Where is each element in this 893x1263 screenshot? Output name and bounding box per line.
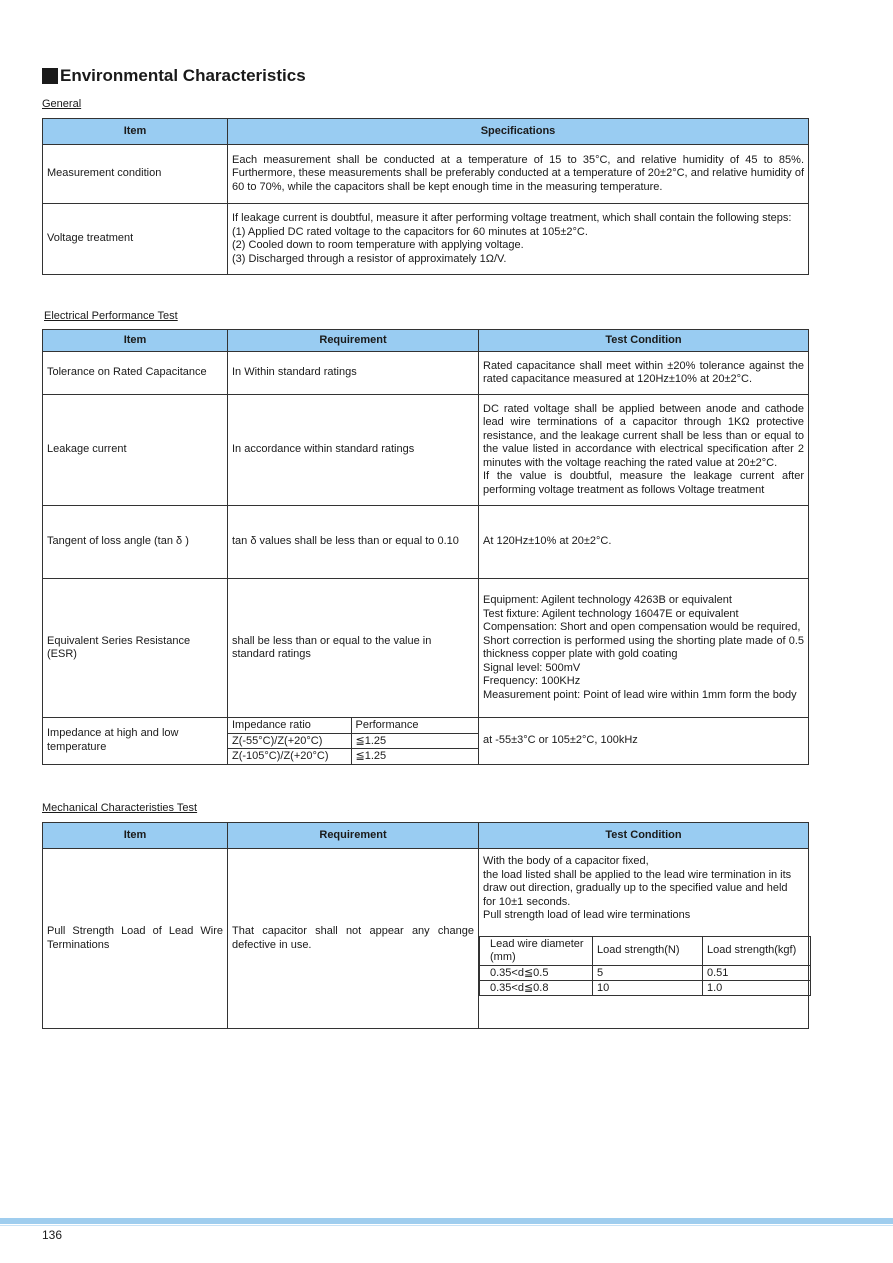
condition-line: Compensation: Short and open compensation would be required,	[483, 621, 801, 633]
condition-line: If the value is doubtful, measure the leakage current after performing voltage treatment as follows Voltage treatment	[483, 470, 804, 496]
impedance-performance: ≦1.25	[351, 733, 478, 749]
condition-line: DC rated voltage shall be applied between anode and cathode lead wire terminations of a capacitor through 1KΩ protective resistance, and the leakage current shall be less than or equal to the value listed in accordance with electrical specification after 2 minutes with the voltage reaching the rated value at 20±2°C.	[483, 402, 804, 469]
impedance-subtable	[228, 718, 478, 764]
table-cell-condition: Rated capacitance shall meet within ±20% tolerance against the rated capacitance measured at 120Hz±10% at 20±2°C.	[479, 352, 809, 395]
table-cell-item: Leakage current	[43, 395, 228, 506]
impedance-header: Impedance ratio	[228, 718, 351, 733]
header-test-condition: Test Condition	[479, 823, 809, 849]
table-cell-condition: At 120Hz±10% at 20±2°C.	[479, 506, 809, 579]
condition-line: With the body of a capacitor fixed,	[483, 855, 649, 867]
table-cell-item: Impedance at high and low temperature	[43, 718, 228, 765]
header-item: Item	[43, 119, 228, 145]
footer-line	[0, 1225, 893, 1226]
condition-line: Measurement point: Point of lead wire within 1mm form the body	[483, 688, 797, 701]
condition-line: Test fixture: Agilent technology 16047E or equivalent	[483, 607, 739, 620]
impedance-header: Performance	[351, 718, 478, 733]
impedance-ratio: Z(-55°C)/Z(+20°C)	[228, 733, 351, 749]
header-test-condition: Test Condition	[479, 330, 809, 352]
table-cell-requirement: That capacitor shall not appear any change defective in use.	[228, 849, 479, 1029]
table-cell-item: Voltage treatment	[43, 204, 228, 275]
table-cell-spec	[228, 204, 809, 275]
pull-strength-table	[479, 936, 811, 996]
condition-line: Signal level: 500mV	[483, 661, 581, 674]
pull-cell-diameter: 0.35<d≦0.8	[480, 980, 593, 995]
table-cell-item: Measurement condition	[43, 145, 228, 204]
condition-line: the load listed shall be applied to the lead wire termination in its draw out direction, gradually up to the specified value and held for 10±1 seconds.	[483, 868, 792, 908]
condition-line: Frequency: 100KHz	[483, 675, 581, 687]
pull-header: Load strength(kgf)	[703, 936, 811, 965]
table-cell-item: Equivalent Series Resistance (ESR)	[43, 579, 228, 718]
table-cell-item: Tolerance on Rated Capacitance	[43, 352, 228, 395]
mechanical-table	[42, 822, 809, 1029]
impedance-performance: ≦1.25	[355, 750, 387, 762]
table-cell-requirement: In accordance within standard ratings	[228, 395, 479, 506]
table-cell-requirement: tan δ values shall be less than or equal to 0.10	[228, 506, 479, 579]
impedance-ratio: Z(-105°C)/Z(+20°C)	[228, 749, 351, 764]
header-requirement: Requirement	[228, 330, 479, 352]
pull-cell-kgf: 0.51	[703, 965, 811, 980]
page-number: 136	[42, 1228, 63, 1242]
header-item: Item	[43, 823, 228, 849]
spec-line: If leakage current is doubtful, measure it after performing voltage treatment, which shall contain the following steps:	[232, 212, 792, 224]
pull-cell-newton: 10	[593, 980, 703, 995]
spec-line: (1) Applied DC rated voltage to the capacitors for 60 minutes at 105±2°C.	[232, 225, 588, 238]
header-requirement: Requirement	[228, 823, 479, 849]
footer-band	[0, 1218, 893, 1224]
impedance-subtable-cell	[228, 718, 479, 765]
section-label-mechanical: Mechanical Characteristies Test	[42, 802, 198, 814]
table-cell-requirement: shall be less than or equal to the value in standard ratings	[228, 579, 479, 718]
section-label-electrical: Electrical Performance Test	[44, 310, 178, 322]
electrical-table	[42, 329, 809, 765]
pull-header: Load strength(N)	[593, 936, 703, 965]
pull-cell-kgf: 1.0	[703, 980, 811, 995]
table-cell-item: Tangent of loss angle (tan δ )	[43, 506, 228, 579]
table-cell-item: Pull Strength Load of Lead Wire Terminations	[43, 849, 228, 1029]
table-cell-spec: Each measurement shall be conducted at a temperature of 15 to 35°C, and relative humidity of 45 to 85%. Furthermore, these measurements shall be preferably conducted at a temperature of 20±2°C, and relative humidity of 60 to 70%, while the capacitors shall be kept enough time in the measuring temperature.	[228, 145, 809, 204]
header-item: Item	[43, 330, 228, 352]
table-cell-condition	[479, 849, 809, 1029]
pull-cell-newton: 5	[593, 965, 703, 980]
table-cell-condition	[479, 395, 809, 506]
table-cell-condition	[479, 579, 809, 718]
condition-line: Short correction is performed using the shorting plate made of 0.5 thickness copper plate with gold coating	[483, 634, 804, 660]
pull-header: Lead wire diameter (mm)	[480, 936, 593, 965]
pull-cell-diameter: 0.35<d≦0.5	[480, 965, 593, 980]
condition-line: Pull strength load of lead wire terminations	[483, 909, 691, 921]
table-cell-requirement: In Within standard ratings	[228, 352, 479, 395]
header-specifications: Specifications	[228, 119, 809, 145]
general-table	[42, 118, 809, 275]
section-label-general: General	[42, 98, 82, 110]
condition-line: Equipment: Agilent technology 4263B or equivalent	[483, 594, 732, 606]
page-title-text: Environmental Characteristics	[60, 66, 306, 85]
page-title	[42, 66, 306, 86]
spec-line: (2) Cooled down to room temperature with applying voltage.	[232, 239, 524, 251]
spec-line: (3) Discharged through a resistor of approximately 1Ω/V.	[232, 252, 507, 265]
table-cell-condition: at -55±3°C or 105±2°C, 100kHz	[479, 718, 809, 765]
black-square-icon	[42, 68, 58, 84]
